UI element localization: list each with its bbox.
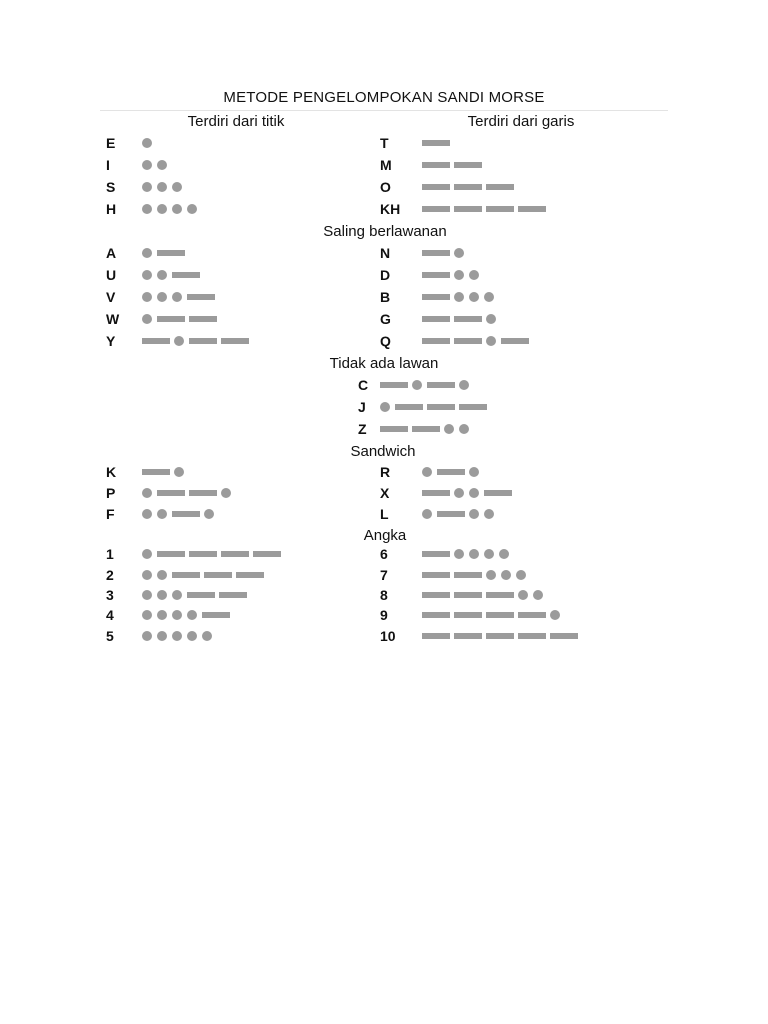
morse-label-q: Q <box>380 333 391 349</box>
morse-dot <box>157 631 167 641</box>
morse-label-c: C <box>358 377 369 393</box>
morse-dot <box>142 138 152 148</box>
morse-label-y: Y <box>106 333 116 349</box>
morse-dot <box>454 549 464 559</box>
morse-dot <box>499 549 509 559</box>
morse-label-u: U <box>106 267 117 283</box>
morse-dash <box>422 633 450 639</box>
morse-dash <box>486 592 514 598</box>
morse-dot <box>204 509 214 519</box>
section-header-tidak-ada-lawan: Tidak ada lawan <box>329 355 439 372</box>
morse-dash <box>157 551 185 557</box>
morse-dot <box>157 509 167 519</box>
morse-dash <box>454 592 482 598</box>
morse-dot <box>157 204 167 214</box>
morse-dot <box>142 570 152 580</box>
morse-dot <box>459 380 469 390</box>
morse-dot <box>142 509 152 519</box>
morse-dash <box>412 426 440 432</box>
morse-dot <box>172 204 182 214</box>
morse-dash <box>221 551 249 557</box>
morse-dot <box>469 467 479 477</box>
morse-dash <box>486 184 514 190</box>
morse-dash <box>501 338 529 344</box>
morse-dash <box>157 316 185 322</box>
morse-dash <box>518 633 546 639</box>
morse-dash <box>189 338 217 344</box>
section-header-angka: Angka <box>363 527 407 544</box>
morse-dot <box>380 402 390 412</box>
morse-dash <box>484 490 512 496</box>
morse-dash <box>454 633 482 639</box>
morse-label-1: 1 <box>106 546 114 562</box>
morse-label-x: X <box>380 485 390 501</box>
morse-dot <box>486 314 496 324</box>
morse-dash <box>422 316 450 322</box>
morse-label-3: 3 <box>106 587 114 603</box>
morse-label-d: D <box>380 267 391 283</box>
column-header-left: Terdiri dari titik <box>187 113 285 130</box>
morse-dot <box>157 590 167 600</box>
morse-label-r: R <box>380 464 391 480</box>
morse-dash <box>422 592 450 598</box>
morse-dot <box>518 590 528 600</box>
morse-label-a: A <box>106 245 117 261</box>
section-header-saling-berlawanan: Saling berlawanan <box>323 223 447 240</box>
morse-dash <box>454 316 482 322</box>
morse-dash <box>486 206 514 212</box>
morse-dot <box>142 248 152 258</box>
morse-dash <box>422 184 450 190</box>
morse-label-8: 8 <box>380 587 388 603</box>
morse-dash <box>380 426 408 432</box>
morse-dot <box>533 590 543 600</box>
morse-label-z: Z <box>358 421 367 437</box>
morse-dot <box>157 292 167 302</box>
morse-dot <box>469 488 479 498</box>
morse-dot <box>142 204 152 214</box>
morse-dash <box>422 612 450 618</box>
morse-dot <box>221 488 231 498</box>
morse-dot <box>469 292 479 302</box>
morse-dot <box>172 631 182 641</box>
morse-dot <box>187 610 197 620</box>
morse-dot <box>142 160 152 170</box>
morse-dot <box>142 488 152 498</box>
morse-dot <box>142 292 152 302</box>
morse-dot <box>459 424 469 434</box>
morse-dash <box>189 551 217 557</box>
morse-dash <box>422 206 450 212</box>
morse-dot <box>486 336 496 346</box>
morse-label-n: N <box>380 245 391 261</box>
morse-dash <box>454 572 482 578</box>
morse-dash <box>422 294 450 300</box>
morse-dash <box>187 294 215 300</box>
morse-label-kh: KH <box>380 201 401 217</box>
morse-dash <box>172 572 200 578</box>
morse-dash <box>422 250 450 256</box>
morse-label-j: J <box>358 399 366 415</box>
morse-dash <box>518 206 546 212</box>
morse-dash <box>253 551 281 557</box>
morse-dot <box>550 610 560 620</box>
morse-dash <box>454 338 482 344</box>
morse-label-i: I <box>106 157 110 173</box>
morse-dot <box>172 610 182 620</box>
morse-dot <box>422 467 432 477</box>
morse-dash <box>422 572 450 578</box>
morse-label-f: F <box>106 506 115 522</box>
morse-dot <box>484 509 494 519</box>
morse-dot <box>454 488 464 498</box>
morse-dot <box>454 292 464 302</box>
morse-label-4: 4 <box>106 607 114 623</box>
morse-label-v: V <box>106 289 116 305</box>
morse-label-5: 5 <box>106 628 114 644</box>
morse-label-m: M <box>380 157 392 173</box>
morse-dot <box>469 509 479 519</box>
morse-dot <box>202 631 212 641</box>
morse-dot <box>484 549 494 559</box>
morse-dot <box>469 549 479 559</box>
morse-dot <box>174 336 184 346</box>
morse-label-e: E <box>106 135 116 151</box>
morse-dash <box>550 633 578 639</box>
morse-label-o: O <box>380 179 391 195</box>
morse-dot <box>454 248 464 258</box>
morse-label-w: W <box>106 311 120 327</box>
morse-dash <box>236 572 264 578</box>
morse-dot <box>172 590 182 600</box>
morse-label-g: G <box>380 311 391 327</box>
morse-dash <box>221 338 249 344</box>
morse-dot <box>142 610 152 620</box>
morse-dash <box>157 490 185 496</box>
morse-dash <box>189 316 217 322</box>
morse-dash <box>422 162 450 168</box>
morse-dash <box>142 469 170 475</box>
morse-dot <box>187 204 197 214</box>
morse-label-10: 10 <box>380 628 396 644</box>
morse-label-k: K <box>106 464 117 480</box>
morse-dot <box>142 270 152 280</box>
morse-dot <box>516 570 526 580</box>
morse-dot <box>187 631 197 641</box>
morse-dash <box>454 162 482 168</box>
morse-label-l: L <box>380 506 389 522</box>
morse-label-p: P <box>106 485 116 501</box>
page-title: METODE PENGELOMPOKAN SANDI MORSE <box>100 88 668 111</box>
morse-dash <box>202 612 230 618</box>
morse-dash <box>395 404 423 410</box>
morse-dot <box>157 182 167 192</box>
morse-dash <box>437 511 465 517</box>
morse-dot <box>157 160 167 170</box>
morse-dash <box>172 272 200 278</box>
morse-label-s: S <box>106 179 116 195</box>
morse-dot <box>142 549 152 559</box>
morse-label-9: 9 <box>380 607 388 623</box>
morse-label-h: H <box>106 201 117 217</box>
morse-dash <box>454 184 482 190</box>
morse-dash <box>422 140 450 146</box>
morse-dot <box>454 270 464 280</box>
morse-dash <box>422 272 450 278</box>
morse-dot <box>422 509 432 519</box>
morse-label-2: 2 <box>106 567 114 583</box>
morse-label-7: 7 <box>380 567 388 583</box>
morse-dash <box>427 404 455 410</box>
morse-dot <box>501 570 511 580</box>
morse-dash <box>486 633 514 639</box>
morse-dash <box>518 612 546 618</box>
morse-dash <box>454 206 482 212</box>
morse-dot <box>484 292 494 302</box>
morse-dash <box>486 612 514 618</box>
morse-label-t: T <box>380 135 389 151</box>
morse-dot <box>157 270 167 280</box>
morse-dot <box>174 467 184 477</box>
morse-dash <box>189 490 217 496</box>
morse-dot <box>412 380 422 390</box>
morse-label-b: B <box>380 289 391 305</box>
morse-dash <box>422 551 450 557</box>
morse-dot <box>142 314 152 324</box>
morse-dash <box>157 250 185 256</box>
morse-dot <box>142 182 152 192</box>
morse-dash <box>459 404 487 410</box>
morse-dot <box>172 292 182 302</box>
morse-dot <box>157 610 167 620</box>
morse-dash <box>204 572 232 578</box>
morse-dash <box>219 592 247 598</box>
morse-dot <box>444 424 454 434</box>
morse-dash <box>172 511 200 517</box>
morse-dash <box>427 382 455 388</box>
morse-dot <box>172 182 182 192</box>
morse-dash <box>142 338 170 344</box>
morse-dash <box>454 612 482 618</box>
morse-dot <box>486 570 496 580</box>
morse-dash <box>187 592 215 598</box>
morse-dash <box>422 490 450 496</box>
morse-dot <box>142 590 152 600</box>
morse-label-6: 6 <box>380 546 388 562</box>
morse-dash <box>437 469 465 475</box>
section-header-sandwich: Sandwich <box>350 443 416 460</box>
column-header-right: Terdiri dari garis <box>467 113 575 130</box>
morse-dot <box>157 570 167 580</box>
morse-dot <box>142 631 152 641</box>
morse-dash <box>380 382 408 388</box>
morse-dot <box>469 270 479 280</box>
morse-dash <box>422 338 450 344</box>
